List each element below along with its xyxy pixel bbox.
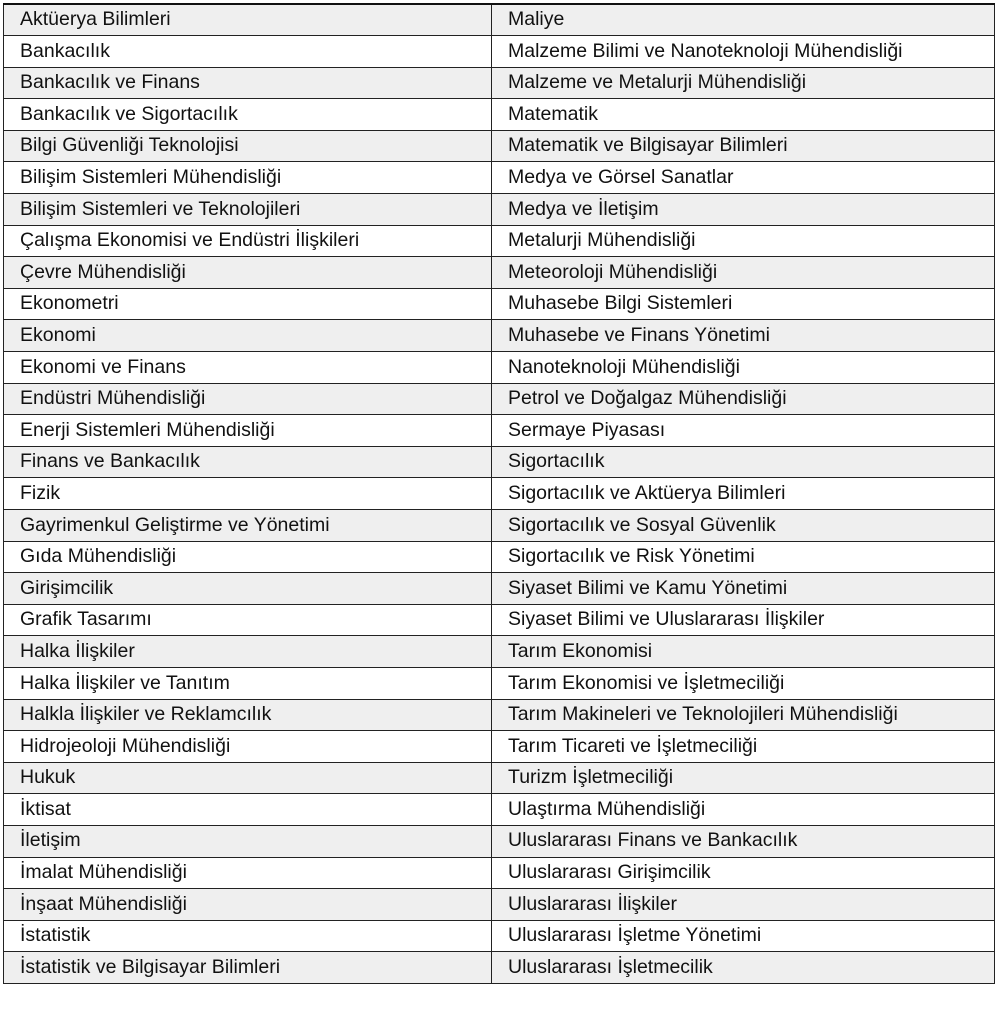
program-cell-left: Ekonometri bbox=[4, 288, 492, 320]
table-row bbox=[4, 4, 995, 36]
table-row bbox=[4, 288, 995, 320]
program-cell-right: Siyaset Bilimi ve Kamu Yönetimi bbox=[492, 573, 995, 605]
program-cell-right: Medya ve İletişim bbox=[492, 194, 995, 226]
table-row bbox=[4, 762, 995, 794]
program-cell-left: Ekonomi bbox=[4, 320, 492, 352]
program-cell-right: Turizm İşletmeciliği bbox=[492, 762, 995, 794]
program-cell-left: Endüstri Mühendisliği bbox=[4, 383, 492, 415]
program-cell-left: İletişim bbox=[4, 825, 492, 857]
program-cell-right: Tarım Makineleri ve Teknolojileri Mühendisliği bbox=[492, 699, 995, 731]
table-row bbox=[4, 67, 995, 99]
program-cell-left: Halkla İlişkiler ve Reklamcılık bbox=[4, 699, 492, 731]
program-cell-right: Matematik bbox=[492, 99, 995, 131]
program-cell-right: Nanoteknoloji Mühendisliği bbox=[492, 352, 995, 384]
table-row bbox=[4, 667, 995, 699]
program-cell-left: Grafik Tasarımı bbox=[4, 604, 492, 636]
program-cell-right: Uluslararası Finans ve Bankacılık bbox=[492, 825, 995, 857]
program-cell-right: Maliye bbox=[492, 4, 995, 36]
program-cell-left: Hidrojeoloji Mühendisliği bbox=[4, 731, 492, 763]
table-row bbox=[4, 130, 995, 162]
program-cell-right: Meteoroloji Mühendisliği bbox=[492, 257, 995, 289]
program-cell-left: Girişimcilik bbox=[4, 573, 492, 605]
program-cell-right: Matematik ve Bilgisayar Bilimleri bbox=[492, 130, 995, 162]
table-row bbox=[4, 857, 995, 889]
program-cell-left: Ekonomi ve Finans bbox=[4, 352, 492, 384]
table-row bbox=[4, 731, 995, 763]
programs-table bbox=[3, 3, 995, 984]
program-cell-right: Muhasebe ve Finans Yönetimi bbox=[492, 320, 995, 352]
table-row bbox=[4, 794, 995, 826]
table-row bbox=[4, 920, 995, 952]
program-cell-left: Bilişim Sistemleri ve Teknolojileri bbox=[4, 194, 492, 226]
program-cell-left: Gıda Mühendisliği bbox=[4, 541, 492, 573]
table-row bbox=[4, 194, 995, 226]
program-cell-right: Sermaye Piyasası bbox=[492, 415, 995, 447]
program-cell-right: Siyaset Bilimi ve Uluslararası İlişkiler bbox=[492, 604, 995, 636]
program-cell-right: Sigortacılık bbox=[492, 446, 995, 478]
program-cell-left: Hukuk bbox=[4, 762, 492, 794]
table-row bbox=[4, 36, 995, 68]
table-row bbox=[4, 99, 995, 131]
program-cell-left: Halka İlişkiler ve Tanıtım bbox=[4, 667, 492, 699]
program-cell-right: Uluslararası İşletme Yönetimi bbox=[492, 920, 995, 952]
program-cell-left: Halka İlişkiler bbox=[4, 636, 492, 668]
programs-table-body bbox=[4, 4, 995, 983]
program-cell-right: Medya ve Görsel Sanatlar bbox=[492, 162, 995, 194]
table-row bbox=[4, 699, 995, 731]
program-cell-right: Tarım Ticareti ve İşletmeciliği bbox=[492, 731, 995, 763]
program-cell-left: Bilişim Sistemleri Mühendisliği bbox=[4, 162, 492, 194]
program-cell-left: İstatistik ve Bilgisayar Bilimleri bbox=[4, 952, 492, 984]
program-cell-right: Sigortacılık ve Risk Yönetimi bbox=[492, 541, 995, 573]
program-cell-left: Enerji Sistemleri Mühendisliği bbox=[4, 415, 492, 447]
table-row bbox=[4, 636, 995, 668]
table-row bbox=[4, 604, 995, 636]
table-row bbox=[4, 573, 995, 605]
table-row bbox=[4, 320, 995, 352]
program-cell-right: Sigortacılık ve Aktüerya Bilimleri bbox=[492, 478, 995, 510]
table-row bbox=[4, 257, 995, 289]
program-cell-right: Ulaştırma Mühendisliği bbox=[492, 794, 995, 826]
table-row bbox=[4, 415, 995, 447]
table-row bbox=[4, 383, 995, 415]
table-row bbox=[4, 352, 995, 384]
table-row bbox=[4, 952, 995, 984]
program-cell-left: İstatistik bbox=[4, 920, 492, 952]
table-row bbox=[4, 889, 995, 921]
program-cell-left: İktisat bbox=[4, 794, 492, 826]
program-cell-left: Bankacılık bbox=[4, 36, 492, 68]
program-cell-right: Tarım Ekonomisi ve İşletmeciliği bbox=[492, 667, 995, 699]
table-row bbox=[4, 446, 995, 478]
table-row bbox=[4, 825, 995, 857]
program-cell-right: Malzeme Bilimi ve Nanoteknoloji Mühendisliği bbox=[492, 36, 995, 68]
program-cell-right: Petrol ve Doğalgaz Mühendisliği bbox=[492, 383, 995, 415]
program-cell-right: Tarım Ekonomisi bbox=[492, 636, 995, 668]
program-cell-left: İmalat Mühendisliği bbox=[4, 857, 492, 889]
table-row bbox=[4, 541, 995, 573]
table-row bbox=[4, 162, 995, 194]
program-cell-right: Uluslararası İlişkiler bbox=[492, 889, 995, 921]
program-cell-right: Sigortacılık ve Sosyal Güvenlik bbox=[492, 510, 995, 542]
program-cell-left: Çevre Mühendisliği bbox=[4, 257, 492, 289]
program-cell-left: Aktüerya Bilimleri bbox=[4, 4, 492, 36]
program-cell-right: Malzeme ve Metalurji Mühendisliği bbox=[492, 67, 995, 99]
program-cell-left: Çalışma Ekonomisi ve Endüstri İlişkileri bbox=[4, 225, 492, 257]
program-cell-left: Bankacılık ve Finans bbox=[4, 67, 492, 99]
program-cell-left: Bilgi Güvenliği Teknolojisi bbox=[4, 130, 492, 162]
program-cell-left: Gayrimenkul Geliştirme ve Yönetimi bbox=[4, 510, 492, 542]
program-cell-left: Fizik bbox=[4, 478, 492, 510]
program-cell-right: Metalurji Mühendisliği bbox=[492, 225, 995, 257]
program-cell-right: Uluslararası Girişimcilik bbox=[492, 857, 995, 889]
table-row bbox=[4, 478, 995, 510]
program-cell-left: Finans ve Bankacılık bbox=[4, 446, 492, 478]
table-row bbox=[4, 225, 995, 257]
program-cell-left: Bankacılık ve Sigortacılık bbox=[4, 99, 492, 131]
program-cell-right: Muhasebe Bilgi Sistemleri bbox=[492, 288, 995, 320]
program-cell-left: İnşaat Mühendisliği bbox=[4, 889, 492, 921]
program-cell-right: Uluslararası İşletmecilik bbox=[492, 952, 995, 984]
table-row bbox=[4, 510, 995, 542]
